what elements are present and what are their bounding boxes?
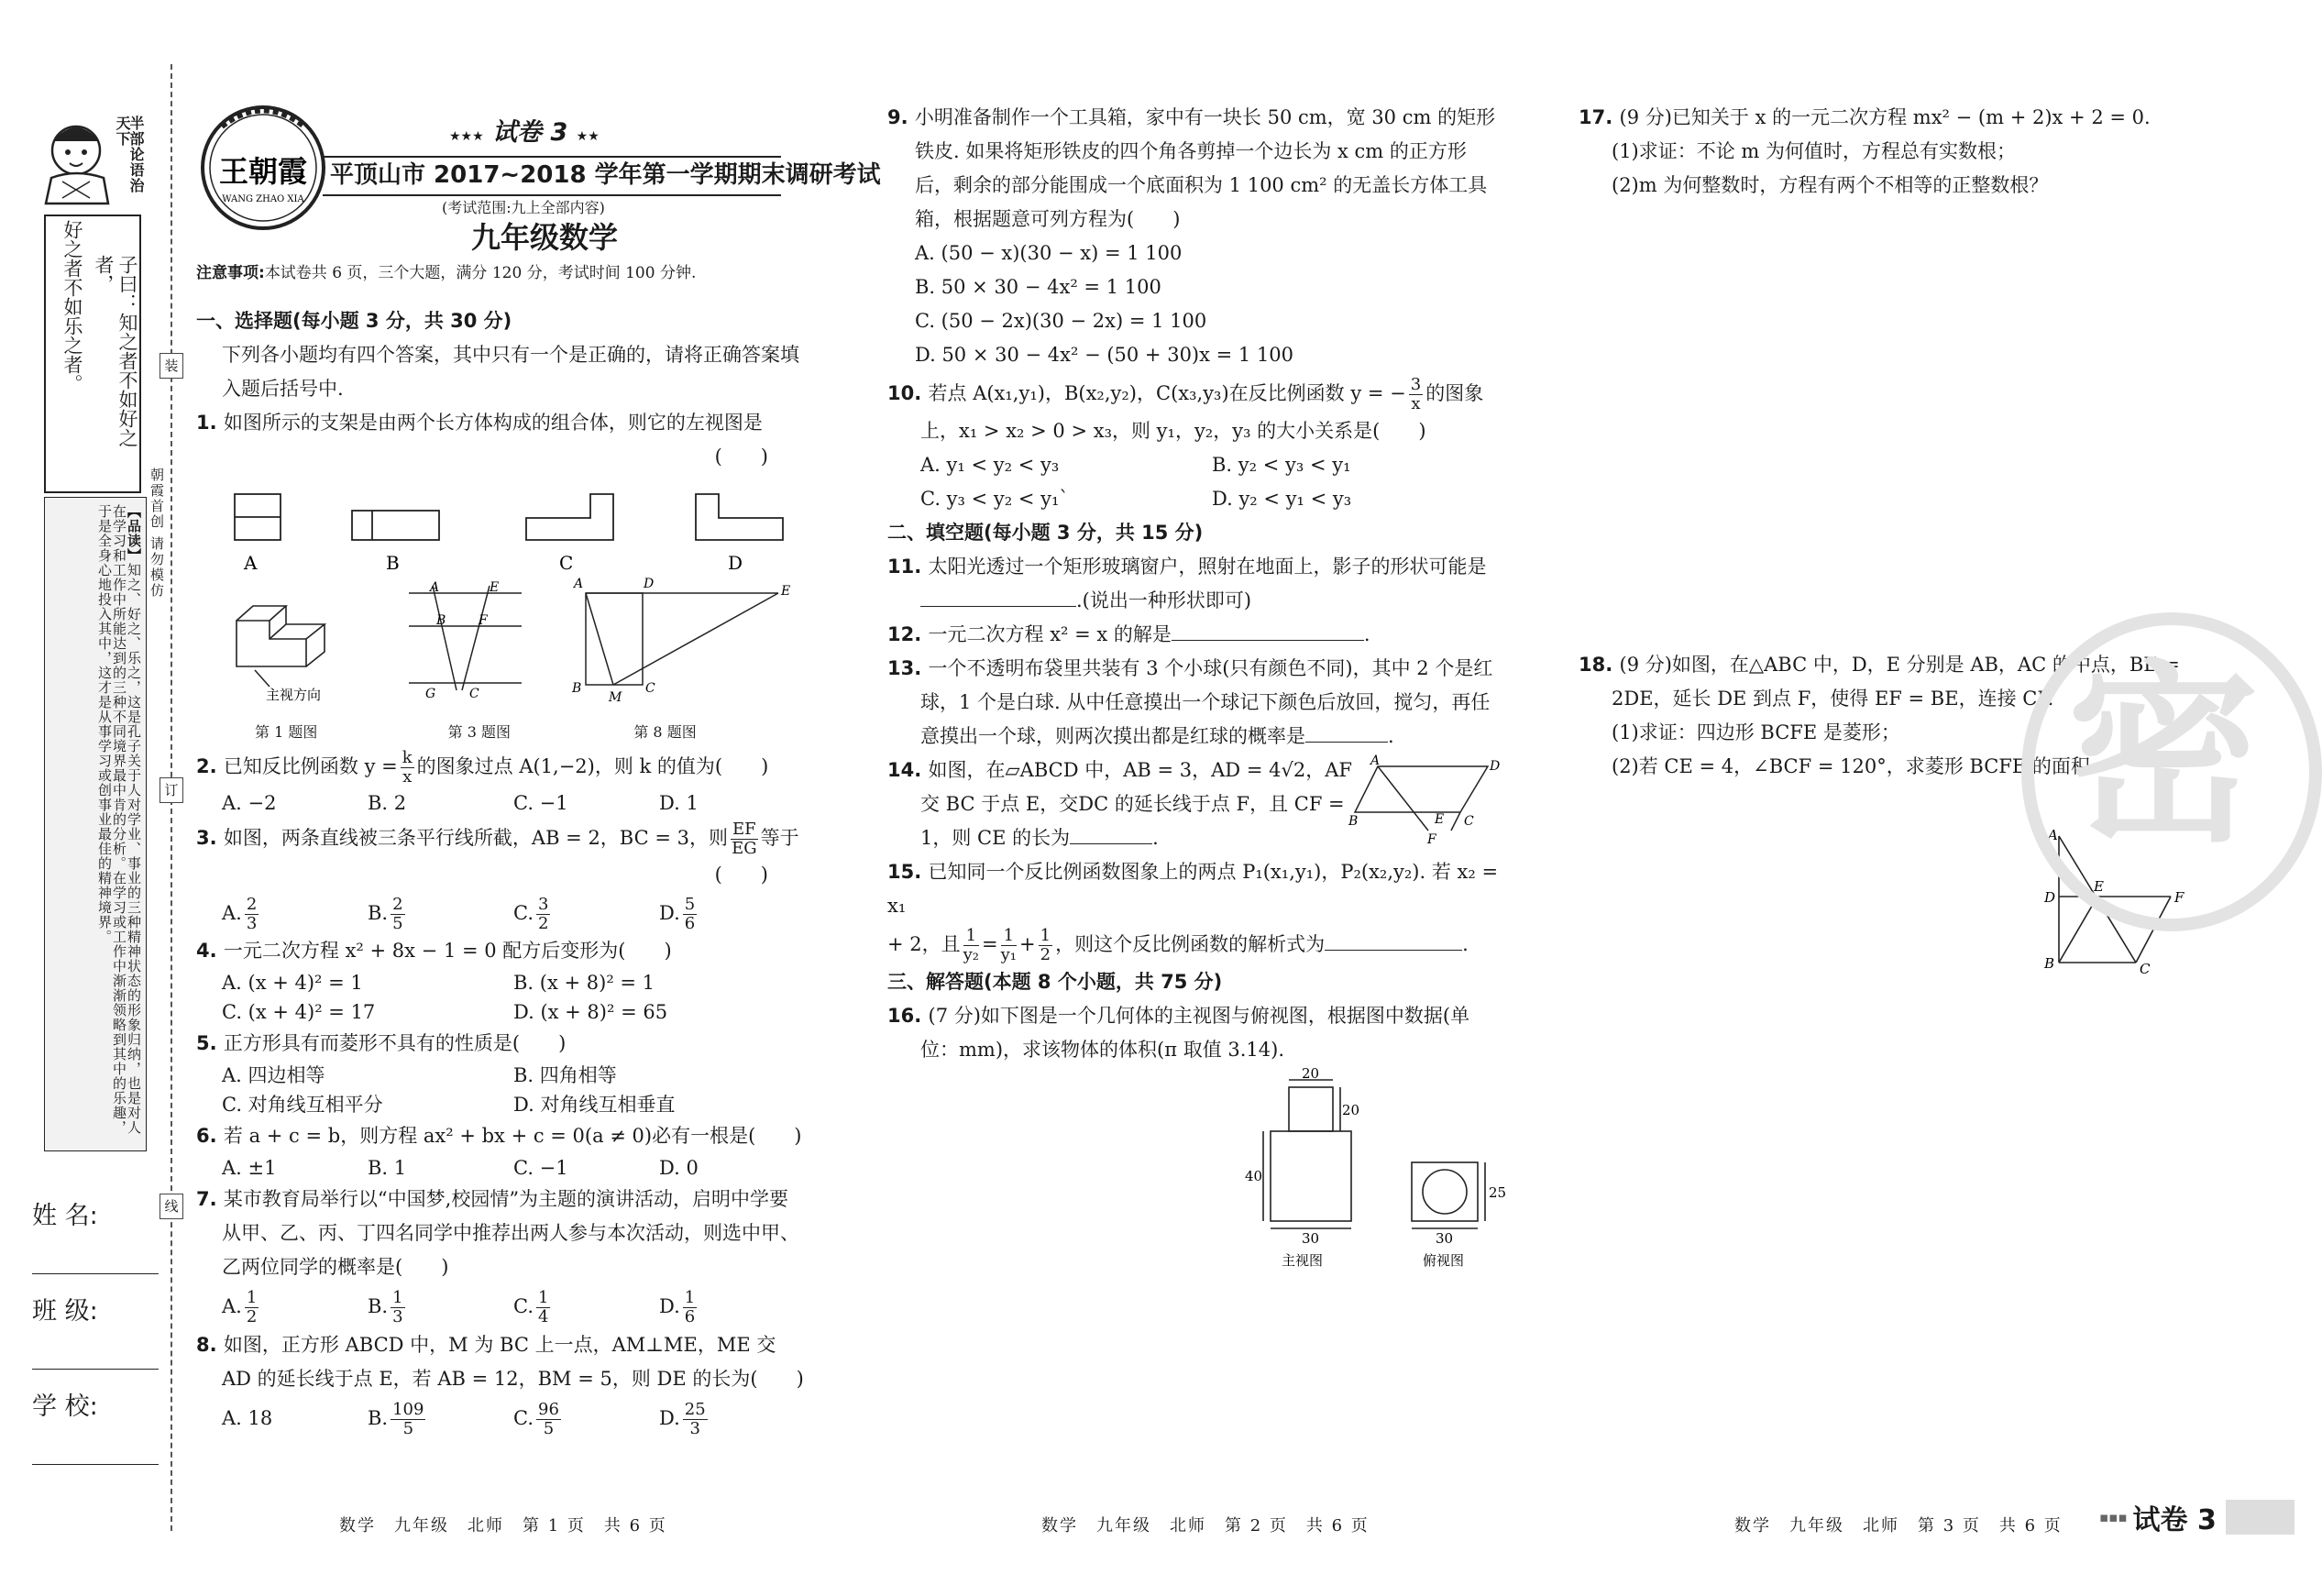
question-17-part-2: (2)m 为何整数时，方程有两个不相等的正整数根？ [1612,174,2049,196]
cut-mark-1: 装 [160,353,183,379]
subject-title: 九年级数学 [471,220,619,255]
logo-subtext: WANG ZHAO XIA [222,194,304,204]
question-8-options [196,1396,805,1440]
question-17-text: (9 分)已知关于 x 的一元二次方程 mx² − (m + 2)x + 2 = 0. [1619,106,2151,128]
option-b-figure [352,511,439,540]
dim-plan-depth: 25 [1489,1184,1507,1201]
question-14-line-3: 1，则 CE 的长为 [920,827,1071,849]
question-9-option-a: A. (50 − x)(30 − x) = 1 100 [915,242,1183,264]
dim-top-height: 20 [1342,1102,1360,1118]
question-7-text: 某市教育局举行以“中国梦,校园情”为主题的演讲活动，启明中学要从甲、乙、丙、丁四名同学中推荐出两人参与本次活动，则选中甲、乙两位同学的概率是( ) [222,1188,799,1278]
question-8-text: 如图，正方形 ABCD 中，M 为 BC 上一点，AM⊥ME，ME 交 AD 的延长线于点 E，若 AB = 12，BM = 5，则 DE 的长为( ) [222,1334,804,1390]
question-7: 7. 某市教育局举行以“中国梦,校园情”为主题的演讲活动，启明中学要从甲、乙、丙、丁四名同学中推荐出两人参与本次活动，则选中甲、乙两位同学的概率是( ) [196,1188,799,1278]
svg-text:A: A [574,577,584,591]
svg-text:F: F [2174,889,2184,906]
figure-8-labels [571,577,790,705]
question-5-option-c: C. 对角线互相平分 [222,1094,383,1116]
question-6-options [196,1153,805,1183]
svg-text:F: F [479,613,488,628]
paper-number [449,112,600,148]
question-9-option-d: D. 50 × 30 − 4x² − (50 + 30)x = 1 100 [915,344,1294,366]
question-13-blank[interactable] [1305,742,1388,743]
section-fill-title: 二、填空题(每小题 3 分，共 15 分) [887,522,1204,544]
question-15-line-2: + 2，且 $\frac{1}{\text{y₂}}$ = $\frac{1}{\text{y₁}}$ + $\frac{1}{2}$ ，则这个反比例函数的解析式为 . [887,926,1469,964]
school-field[interactable] [32,1386,159,1465]
svg-text:B: B [572,681,582,696]
paper-number-text: 试卷 3 [492,118,568,147]
name-field-label: 姓 名: [32,1202,98,1230]
question-18-text: (9 分)如图，在△ABC 中，D，E 分别是 AB，AC 的中点，BE = 2DE，延长 DE 到点 F，使得 EF = BE，连接 CF. [1612,654,2180,710]
svg-text:C: C [1464,814,1474,829]
question-5-option-d: D. 对角线互相垂直 [513,1094,676,1116]
dim-body-width: 30 [1302,1230,1320,1247]
question-9-text: 小明准备制作一个工具箱，家中有一块长 50 cm，宽 30 cm 的矩形铁皮. 如果将矩形铁皮的四个角各剪掉一个边长为 x cm 的正方形后，剩余的部分能围成一个底面积为 1 100 cm² 的无盖长方体工具箱，根据题意可列方程为( ) [914,106,1496,230]
corner-tag-text: 试卷 3 [2132,1504,2217,1536]
watermark-text: 密 [2066,644,2260,868]
question-4-options [196,968,805,1027]
question-13: 13. 一个不透明布袋里共装有 3 个小球(只有颜色不同)，其中 2 个是红球，1 个是白球. 从中任意摸出一个球记下颜色后放回，搅匀，再任意摸出一个球，则两次摸出都是红球的概率是 . [887,657,1493,747]
section-solve-title: 三、解答题(本题 8 个小题，共 75 分) [887,971,1223,993]
svg-text:A: A [2048,827,2058,843]
question-17-part-1: (1)求证：不论 m 为何值时，方程总有实数根； [1612,140,2017,162]
figure-caption-1: 第 1 题图 [255,723,318,741]
question-8: 8. 如图，正方形 ABCD 中，M 为 BC 上一点，AM⊥ME，ME 交 AD 的延长线于点 E，若 AB = 12，BM = 5，则 DE 的长为( ) [196,1334,804,1390]
question-5: 5. 正方形具有而菱形不具有的性质是( ) [196,1032,567,1054]
svg-text:A: A [430,580,440,595]
question-5-options [196,1061,805,1119]
question-10-option-d: D. y₂ < y₁ < y₃ [1212,488,1352,510]
svg-text:C: C [2140,961,2151,977]
question-12-text: 一元二次方程 x² = x 的解是 [928,623,1172,645]
question-18-part-2: (2)若 CE = 4，∠BCF = 120°，求菱形 BCFE 的面积. [1612,755,2096,777]
question-6-option-b: B. 1 [368,1157,407,1179]
figure-3-parallels [409,586,522,690]
notice-text: 本试卷共 6 页，三个大题，满分 120 分，考试时间 100 分钟. [264,264,697,282]
header-logo [194,99,332,237]
question-14-blank[interactable] [1070,843,1152,844]
option-d-label: D [728,552,743,574]
figure-caption-8: 第 8 题图 [633,723,697,741]
question-3-option-c: C. $\frac{3}{2}$ [513,895,549,933]
question-15-line-1: 已知同一个反比例函数图象上的两点 P₁(x₁,y₁)，P₂(x₂,y₂). 若 x₂ = x₁ [887,861,1499,917]
dim-body-height: 40 [1245,1168,1263,1184]
question-8-option-c: C. $\frac{96}{5}$ [513,1400,559,1438]
question-6-option-c: C. −1 [513,1157,568,1179]
svg-text:C: C [469,687,479,701]
question-10-pre: 若点 A(x₁,y₁)，B(x₂,y₂)，C(x₃,y₃)在反比例函数 y = − [928,382,1406,404]
figure-caption-3: 第 3 题图 [447,723,512,741]
question-14-line-1: 如图，在▱ABCD 中，AB = 3，AD = 4√2，AF [928,759,1352,781]
question-10-option-c: C. y₃ < y₂ < y₁` [920,488,1069,510]
pindu-body: 知之、好之、乐之，这是孔子关于人对学业、事业的三种精神状态的形象归纳，也是对人在学习和工作中所能达到的三种不同境界最中肯的分析。在学习或工作中渐渐领略到其中的乐趣，于是全身心地投入其中，这才是从事学习或创事业最佳的精神境界。 [96,504,142,1135]
question-9-option-c: C. (50 − 2x)(30 − 2x) = 1 100 [915,310,1207,332]
front-view-caption: 主视图 [1282,1252,1324,1269]
option-c-label: C [559,552,574,574]
question-2: 2. 已知反比例函数 y = $\frac{k}{x}$ 的图象过点 A(1,−2)，则 k 的值为( ) [196,748,769,787]
option-b-label: B [386,552,400,574]
question-14-line-2: 交 BC 于点 E，交DC 的延长线于点 F，且 CF = [920,793,1345,815]
section-choice-title: 一、选择题(每小题 3 分，共 30 分) [196,310,512,332]
question-10-option-b: B. y₂ < y₃ < y₁ [1212,454,1351,476]
question-2-fraction: $\frac{k}{x}$ [402,748,413,787]
option-a-figure [235,494,281,540]
question-8-option-d: D. $\frac{25}{3}$ [659,1400,706,1438]
question-1-options-figure [196,474,805,575]
name-field[interactable] [32,1195,159,1274]
dim-plan-width: 30 [1436,1230,1454,1247]
school-field-line [32,1464,159,1465]
corner-squares-icon: ▪▪▪ [2099,1509,2128,1525]
sidebar [0,0,183,1596]
svg-text:E: E [2094,878,2104,895]
question-7-option-a: A. $\frac{1}{2}$ [222,1288,258,1326]
question-13-text: 一个不透明布袋里共装有 3 个小球(只有颜色不同)，其中 2 个是红球，1 个是白球. 从中任意摸出一个球记下颜色后放回，搅匀，再任意摸出一个球，则两次摸出都是红球的概率是 [920,657,1493,747]
question-5-option-a: A. 四边相等 [222,1064,325,1086]
question-6: 6. 若 a + c = b，则方程 ax² + bx + c = 0(a ≠ 0)必有一根是( ) [196,1125,802,1147]
question-16-figure [887,1065,1507,1282]
top-view [1412,1162,1485,1228]
svg-text:D: D [644,577,655,591]
quote-line-1: 子曰：知之者不如好之者， [93,255,138,447]
figure-1-bracket [237,606,325,666]
svg-text:A: A [1370,754,1381,768]
question-9: 9. 小明准备制作一个工具箱，家中有一块长 50 cm，宽 30 cm 的矩形铁皮. 如果将矩形铁皮的四个角各剪掉一个边长为 x cm 的正方形后，剩余的部分能围成一个底面积为 1 100 cm² 的无盖长方体工具箱，根据题意可列方程为( ) [887,106,1496,230]
question-10-options [887,448,1503,516]
svg-text:M: M [609,690,622,705]
question-2-post: 的图象过点 A(1,−2)，则 k 的值为( ) [416,755,769,777]
figure-captions [196,721,805,743]
question-14-figure [1348,754,1506,849]
question-2-option-a: A. −2 [222,792,277,814]
cut-mark-2: 订 [160,777,183,803]
question-2-option-b: B. 2 [368,792,407,814]
name-field-line [32,1273,159,1274]
question-4-option-d: D. (x + 8)² = 65 [513,1001,668,1023]
quote-line-2: 好之者不如乐之者。 [61,220,83,393]
figure-1-view-arrow-icon [255,670,270,687]
question-7-options [196,1284,805,1328]
question-3-option-b: B. $\frac{2}{5}$ [368,895,403,933]
question-15: 15. 已知同一个反比例函数图象上的两点 P₁(x₁,y₁)，P₂(x₂,y₂). 若 x₂ = x₁ [887,861,1499,917]
class-field-label: 班 级: [32,1297,98,1326]
question-7-option-c: C. $\frac{1}{4}$ [513,1288,549,1326]
question-2-pre: 已知反比例函数 y = [223,755,398,777]
star-icon: ★★★ [449,129,484,144]
copyright-note: 朝霞首创 请勿模仿 [149,468,165,599]
star-icon: ★★ [576,129,600,144]
exam-scope: (考试范围:九上全部内容) [442,199,605,216]
column-2 [887,101,1507,1282]
question-number: 1. [196,412,224,434]
question-3-paren: ( ) [714,864,768,886]
question-9-options [887,237,1503,372]
footer-page-1: 数学 九年级 北师 第 1 页 共 6 页 [339,1516,667,1535]
school-field-label: 学 校: [32,1392,98,1421]
question-8-option-a: A. 18 [222,1407,273,1429]
question-4-option-b: B. (x + 8)² = 1 [513,972,655,994]
question-1-paren: ( ) [714,446,768,468]
logo-text: 王朝霞 [218,154,308,189]
question-3-option-a: A. $\frac{2}{3}$ [222,895,258,933]
question-4-option-c: C. (x + 4)² = 17 [222,1001,376,1023]
question-2-option-c: C. −1 [513,792,568,814]
question-6-text: 若 a + c = b，则方程 ax² + bx + c = 0(a ≠ 0)必有一根是( ) [223,1125,802,1147]
pindu-text [53,504,141,1146]
svg-text:C: C [645,681,655,696]
question-16: 16. (7 分)如下图是一个几何体的主视图与俯视图，根据图中数据(单位：mm)，求该物体的体积(π 取值 3.14). [887,1005,1470,1061]
question-4-option-a: A. (x + 4)² = 1 [222,972,363,994]
svg-text:E: E [490,580,500,595]
question-3-option-d: D. $\frac{5}{6}$ [659,895,696,933]
figure-1-view-label: 主视方向 [266,687,322,703]
question-5-option-b: B. 四角相等 [513,1064,617,1086]
svg-text:D: D [2044,889,2056,906]
notice [196,259,696,282]
svg-text:E: E [781,584,791,599]
question-17: 17. (9 分)已知关于 x 的一元二次方程 mx² − (m + 2)x + 2 = 0. [1579,106,2151,128]
corner-tag [2099,1496,2294,1538]
question-3: 3. 如图，两条直线被三条平行线所截，AB = 2，BC = 3，则 $\frac{EF}{EG}$ 等于 [196,820,799,858]
top-view-caption: 俯视图 [1423,1252,1465,1269]
question-10-post: 的图象 [1425,382,1484,404]
question-11-post: .(说出一种形状即可) [1076,589,1252,611]
question-7-option-b: B. $\frac{1}{3}$ [368,1288,403,1326]
question-1-text: 如图所示的支架是由两个长方体构成的组合体，则它的左视图是 [223,412,763,434]
svg-text:E: E [1435,812,1445,827]
question-18-part-1: (1)求证：四边形 BCFE 是菱形； [1612,721,1900,743]
question-1 [196,406,805,440]
confucius-cartoon-icon [35,114,122,205]
question-11: 11. 太阳光透过一个矩形玻璃窗户，照射在地面上，影子的形状可能是.(说出一种形状即可) [887,556,1487,611]
dim-top-width: 20 [1302,1065,1320,1082]
question-7-option-d: D. $\frac{1}{6}$ [659,1288,696,1326]
svg-text:B: B [2044,955,2055,972]
question-11-text: 太阳光透过一个矩形玻璃窗户，照射在地面上，影子的形状可能是 [928,556,1487,578]
question-4: 4. 一元二次方程 x² + 8x − 1 = 0 配方后变形为( ) [196,940,672,962]
question-4-text: 一元二次方程 x² + 8x − 1 = 0 配方后变形为( ) [223,940,672,962]
footer-page-3: 数学 九年级 北师 第 3 页 共 6 页 [1734,1516,2063,1535]
question-3-post: 等于 [760,827,799,849]
figure-8-square [586,593,778,685]
question-6-option-a: A. ±1 [222,1157,277,1179]
notice-label: 注意事项: [196,264,265,282]
option-d-figure [696,494,783,540]
question-12-blank[interactable] [1172,640,1364,641]
option-c-figure [526,494,613,540]
question-3-pre: 如图，两条直线被三条平行线所截，AB = 2，BC = 3，则 [223,827,729,849]
question-3-options [196,892,805,934]
question-2-option-d: D. 1 [659,792,699,814]
question-5-text: 正方形具有而菱形不具有的性质是( ) [223,1032,567,1054]
question-2-options [196,787,805,820]
question-14: 14. 如图，在▱ABCD 中，AB = 3，AD = 4√2，AF 交 BC 于点 E，交DC 的延长线于点 F，且 CF = 1，则 CE 的长为 . A D B E C F [887,754,1503,855]
exam-title: 平顶山市 2017~2018 学年第一学期期末调研考试 [330,161,881,189]
svg-text:G: G [425,687,436,701]
option-a-label: A [244,552,258,574]
column-1 [196,304,805,1440]
cut-mark-3: 线 [160,1194,183,1219]
svg-text:B: B [436,613,446,628]
question-10-option-a: A. y₁ < y₂ < y₃ [920,454,1060,476]
question-12: 12. 一元二次方程 x² = x 的解是 . [887,623,1370,645]
svg-text:B: B [1348,814,1359,829]
svg-text:F: F [1427,832,1436,847]
question-figures-row [196,575,805,721]
pindu-mark: 【品读】 [126,504,142,563]
svg-text:D: D [1490,759,1501,774]
class-field-line [32,1369,159,1370]
question-15-blank[interactable] [1325,950,1462,951]
question-10-line-2: 上，x₁ > x₂ > 0 > x₃，则 y₁，y₂，y₃ 的大小关系是( ) [920,420,1426,442]
sidebar-banner: 半部论语治天下 [114,116,145,193]
question-11-blank[interactable] [920,606,1076,607]
question-10: 10. 若点 A(x₁,y₁)，B(x₂,y₂)，C(x₃,y₃)在反比例函数 y = − $\frac{3}{x}$ 的图象 [887,375,1484,413]
question-16-text: (7 分)如下图是一个几何体的主视图与俯视图，根据图中数据(单位：mm)，求该物体的体积(π 取值 3.14). [920,1005,1470,1061]
question-18: 18. (9 分)如图，在△ABC 中，D，E 分别是 AB，AC 的中点，BE = 2DE，延长 DE 到点 F，使得 EF = BE，连接 CF. [1579,654,2180,710]
question-9-option-b: B. 50 × 30 − 4x² = 1 100 [915,276,1161,298]
corner-bar [2226,1500,2294,1535]
question-8-option-b: B. $\frac{109}{5}$ [368,1400,424,1438]
front-view [1263,1080,1351,1228]
class-field[interactable] [32,1291,159,1370]
footer-page-2: 数学 九年级 北师 第 2 页 共 6 页 [1041,1516,1370,1535]
question-3-fraction: $\frac{EF}{EG}$ [732,820,757,858]
question-6-option-d: D. 0 [659,1157,699,1179]
section-choice-intro: 下列各小题均有四个答案，其中只有一个是正确的，请将正确答案填入题后括号中. [222,344,799,400]
